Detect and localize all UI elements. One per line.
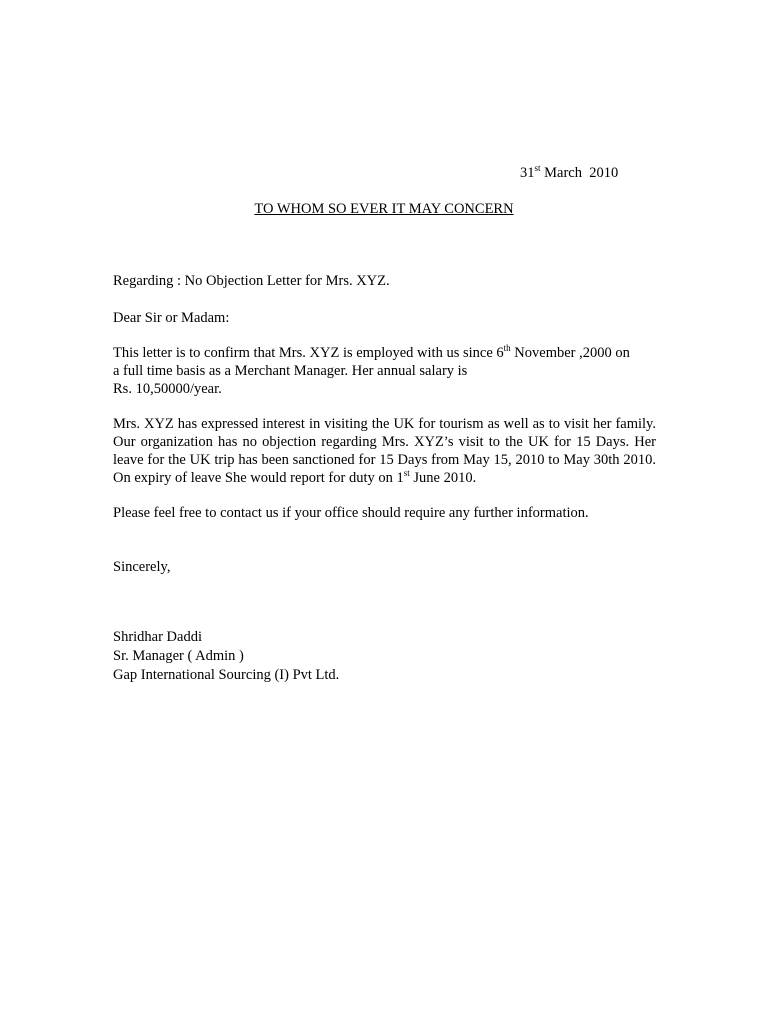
paragraph-employment-line2: a full time basis as a Merchant Manager. Her annual salary is — [113, 363, 468, 379]
line1-part-b: November ,2000 on — [510, 345, 630, 361]
letter-title — [0, 201, 768, 218]
date-day-suffix: st — [534, 163, 541, 174]
letter-date — [520, 165, 618, 182]
signatory-title: Sr. Manager ( Admin ) — [113, 648, 244, 664]
signatory-company: Gap International Sourcing (I) Pvt Ltd. — [113, 667, 340, 683]
paragraph-visit-superscript: st — [403, 468, 410, 479]
paragraph-employment-line1 — [113, 344, 656, 362]
paragraph-visit-text: Mrs. XYZ has expressed interest in visiting the UK for tourism as well as to visit her family. Our organization has no objection regarding Mrs. XYZ’s visit to the UK for 15 Days. Her leave for the UK trip has been sanctioned for 15 Days from May 15, 2010 to May 30th 2010. On expiry of leave She would report for duty on 1 — [113, 416, 656, 486]
signatory-name: Shridhar Daddi — [113, 629, 202, 645]
paragraph-employment — [113, 344, 656, 398]
regarding-line: Regarding : No Objection Letter for Mrs. XYZ. — [113, 273, 390, 289]
date-rest: March 2010 — [540, 165, 619, 181]
paragraph-contact: Please feel free to contact us if your office should require any further information. — [113, 505, 589, 521]
line1-superscript: th — [503, 343, 511, 354]
paragraph-employment-line3: Rs. 10,50000/year. — [113, 381, 222, 397]
paragraph-visit-end: June 2010. — [409, 470, 477, 486]
letter-title-text: TO WHOM SO EVER IT MAY CONCERN — [254, 201, 514, 217]
closing: Sincerely, — [113, 559, 171, 575]
salutation: Dear Sir or Madam: — [113, 310, 230, 326]
paragraph-visit — [113, 415, 656, 487]
date-day: 31 — [520, 165, 535, 181]
line1-part-a: This letter is to confirm that Mrs. XYZ is employed with us since 6 — [113, 345, 504, 361]
